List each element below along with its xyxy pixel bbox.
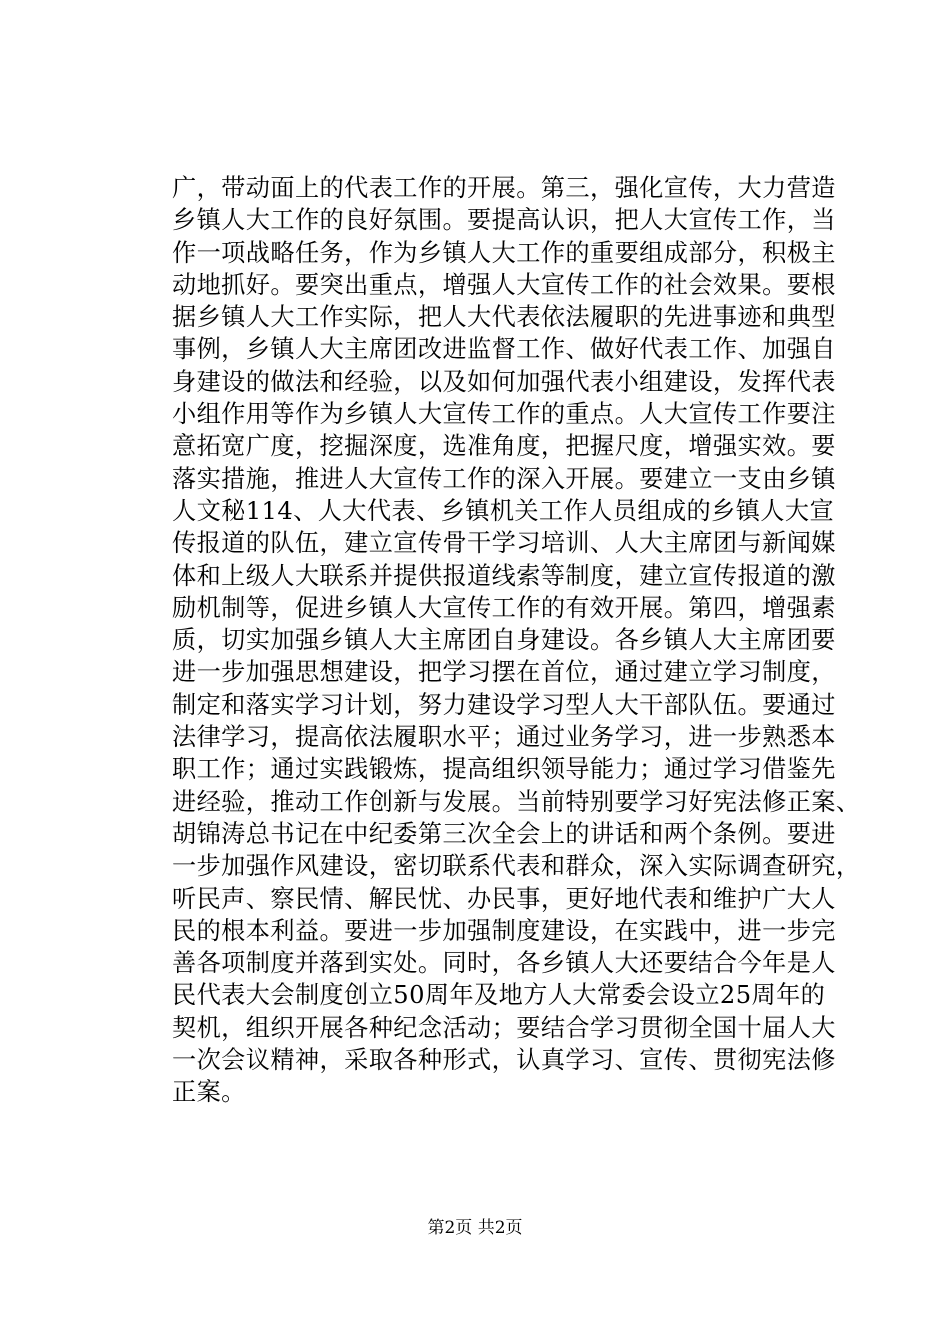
text-line: 落实措施，推进人大宣传工作的深入开展。要建立一支由乡镇 <box>172 464 836 493</box>
text-line: 励机制等，促进乡镇人大宣传工作的有效开展。第四，增强素 <box>172 593 836 622</box>
text-line: 动地抓好。要突出重点，增强人大宣传工作的社会效果。要根 <box>172 270 836 299</box>
text-line: 职工作；通过实践锻炼，提高组织领导能力；通过学习借鉴先 <box>172 755 836 784</box>
text-line: 据乡镇人大工作实际，把人大代表依法履职的先进事迹和典型 <box>172 303 836 332</box>
text-line: 善各项制度并落到实处。同时，各乡镇人大还要结合今年是人 <box>172 949 836 978</box>
text-line: 民代表大会制度创立50周年及地方人大常委会设立25周年的 <box>172 981 826 1010</box>
text-line: 广，带动面上的代表工作的开展。第三，强化宣传，大力营造 <box>172 174 836 202</box>
text-line: 人文秘114、人大代表、乡镇机关工作人员组成的乡镇人大宣 <box>172 496 835 525</box>
page-number-footer: 第2页 共2页 <box>427 1218 523 1238</box>
text-line: 一次会议精神，采取各种形式，认真学习、宣传、贯彻宪法修 <box>172 1046 836 1075</box>
text-line: 法律学习，提高依法履职水平；通过业务学习，进一步熟悉本 <box>172 723 836 752</box>
text-line: 事例，乡镇人大主席团改进监督工作、做好代表工作、加强自 <box>172 335 836 364</box>
body-paragraph <box>172 172 861 1109</box>
text-line: 身建设的做法和经验，以及如何加强代表小组建设，发挥代表 <box>172 367 836 396</box>
text-line: 民的根本利益。要进一步加强制度建设，在实践中，进一步完 <box>172 916 836 945</box>
text-line: 制定和落实学习计划，努力建设学习型人大干部队伍。要通过 <box>172 690 836 719</box>
text-line: 契机，组织开展各种纪念活动；要结合学习贯彻全国十届人大 <box>172 1013 836 1042</box>
text-line: 进经验，推动工作创新与发展。当前特别要学习好宪法修正案、 <box>172 787 861 816</box>
text-line: 进一步加强思想建设，把学习摆在首位，通过建立学习制度， <box>172 658 836 687</box>
text-line: 胡锦涛总书记在中纪委第三次全会上的讲话和两个条例。要进 <box>172 819 836 848</box>
text-line: 正案。 <box>172 1078 246 1107</box>
text-line: 乡镇人大工作的良好氛围。要提高认识，把人大宣传工作，当 <box>172 206 836 235</box>
text-line: 体和上级人大联系并提供报道线索等制度，建立宣传报道的激 <box>172 561 836 590</box>
text-line: 传报道的队伍，建立宣传骨干学习培训、人大主席团与新闻媒 <box>172 529 836 558</box>
text-line: 作一项战略任务，作为乡镇人大工作的重要组成部分，积极主 <box>172 238 836 267</box>
text-line: 一步加强作风建设，密切联系代表和群众，深入实际调查研究， <box>172 852 861 881</box>
text-line: 听民声、察民情、解民忧、办民事，更好地代表和维护广大人 <box>172 884 836 913</box>
text-line: 小组作用等作为乡镇人大宣传工作的重点。人大宣传工作要注 <box>172 400 836 429</box>
text-line: 意拓宽广度，挖掘深度，选准角度，把握尺度，增强实效。要 <box>172 432 836 461</box>
text-line: 质，切实加强乡镇人大主席团自身建设。各乡镇人大主席团要 <box>172 626 836 655</box>
